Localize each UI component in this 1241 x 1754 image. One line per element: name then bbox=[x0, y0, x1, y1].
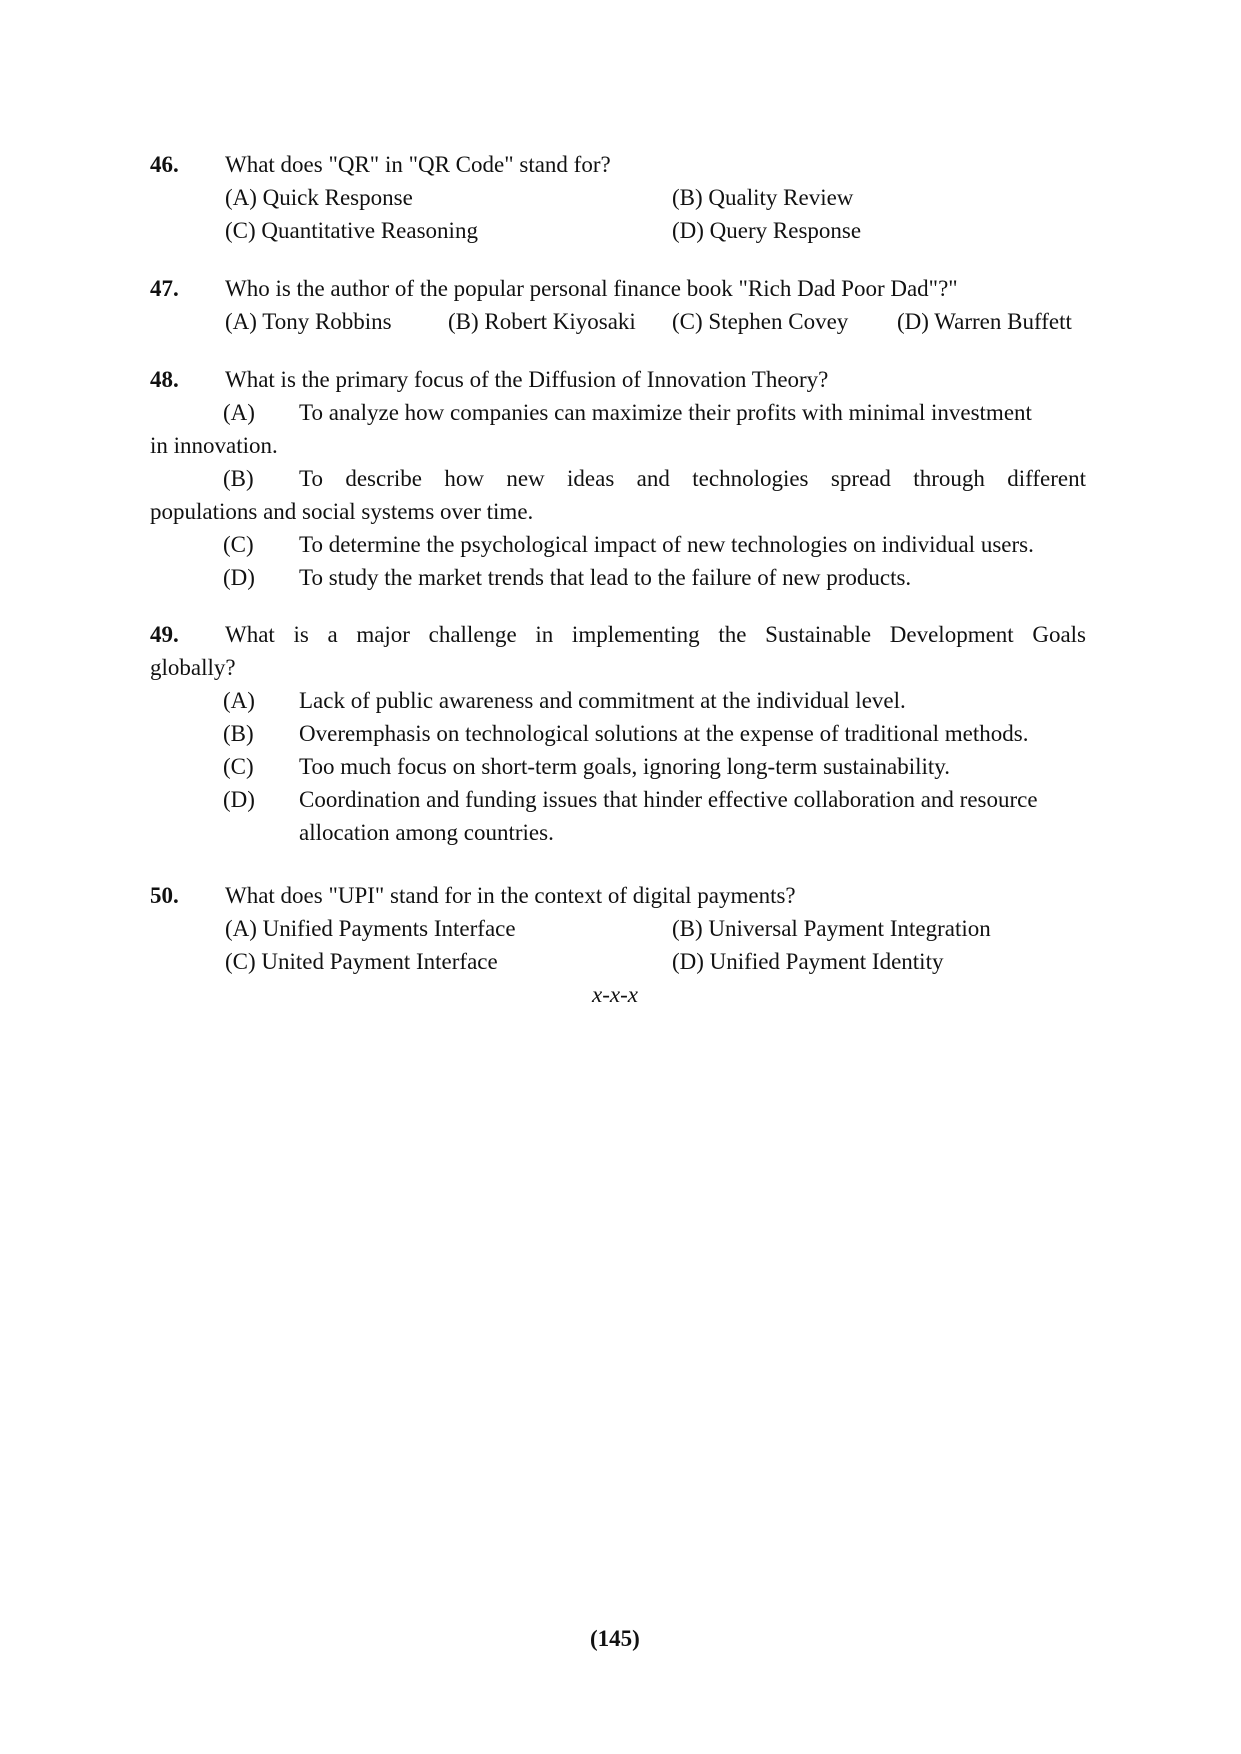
q50-option-d: (D) Unified Payment Identity bbox=[672, 949, 944, 974]
page-number: (145) bbox=[590, 1626, 640, 1651]
q49-option-b-label: (B) bbox=[223, 721, 254, 746]
q48-option-b-text-cont: populations and social systems over time. bbox=[150, 499, 534, 524]
q50-option-b: (B) Universal Payment Integration bbox=[672, 916, 991, 941]
q49-option-a-text: Lack of public awareness and commitment at the individual level. bbox=[299, 688, 906, 713]
q47-option-b: (B) Robert Kiyosaki bbox=[448, 309, 636, 334]
q47-option-c: (C) Stephen Covey bbox=[672, 309, 849, 334]
q48-option-d-text: To study the market trends that lead to the failure of new products. bbox=[299, 565, 912, 590]
q47-option-d: (D) Warren Buffett bbox=[897, 309, 1072, 334]
q48-option-b-label: (B) bbox=[223, 466, 254, 491]
question-number-48: 48. bbox=[150, 367, 179, 392]
q49-option-d-text-cont: allocation among countries. bbox=[299, 820, 554, 845]
q47-option-a: (A) Tony Robbins bbox=[225, 309, 392, 334]
question-number-47: 47. bbox=[150, 276, 179, 301]
question-46-text: What does "QR" in "QR Code" stand for? bbox=[225, 152, 611, 177]
q49-option-a-label: (A) bbox=[223, 688, 255, 713]
question-49-text-cont: globally? bbox=[150, 655, 236, 680]
question-47-text: Who is the author of the popular personal finance book "Rich Dad Poor Dad"?" bbox=[225, 276, 958, 301]
q49-option-c-text: Too much focus on short-term goals, ignoring long-term sustainability. bbox=[299, 754, 951, 779]
question-48-text: What is the primary focus of the Diffusion of Innovation Theory? bbox=[225, 367, 829, 392]
q48-option-c-label: (C) bbox=[223, 532, 254, 557]
q48-option-a-label: (A) bbox=[223, 400, 255, 425]
q46-option-d: (D) Query Response bbox=[672, 218, 862, 243]
question-49-text: What is a major challenge in implementing the Sustainable Development Goals bbox=[225, 622, 1086, 647]
q48-option-d-label: (D) bbox=[223, 565, 255, 590]
q50-option-a: (A) Unified Payments Interface bbox=[225, 916, 516, 941]
end-mark: x-x-x bbox=[592, 982, 638, 1007]
q48-option-a-text-cont: in innovation. bbox=[150, 433, 278, 458]
q49-option-d-label: (D) bbox=[223, 787, 255, 812]
q46-option-b: (B) Quality Review bbox=[672, 185, 854, 210]
q48-option-c-text: To determine the psychological impact of new technologies on individual users. bbox=[299, 532, 1034, 557]
question-50-text: What does "UPI" stand for in the context of digital payments? bbox=[225, 883, 796, 908]
q48-option-a-text: To analyze how companies can maximize their profits with minimal investment bbox=[299, 400, 1032, 425]
q50-option-c: (C) United Payment Interface bbox=[225, 949, 498, 974]
q49-option-d-text: Coordination and funding issues that hinder effective collaboration and resource bbox=[299, 787, 1038, 812]
question-number-50: 50. bbox=[150, 883, 179, 908]
q48-option-b-text: To describe how new ideas and technologies spread through different bbox=[299, 466, 1086, 491]
q46-option-a: (A) Quick Response bbox=[225, 185, 413, 210]
q49-option-b-text: Overemphasis on technological solutions at the expense of traditional methods. bbox=[299, 721, 1029, 746]
q46-option-c: (C) Quantitative Reasoning bbox=[225, 218, 478, 243]
q49-option-c-label: (C) bbox=[223, 754, 254, 779]
question-number-46: 46. bbox=[150, 152, 179, 177]
question-number-49: 49. bbox=[150, 622, 179, 647]
